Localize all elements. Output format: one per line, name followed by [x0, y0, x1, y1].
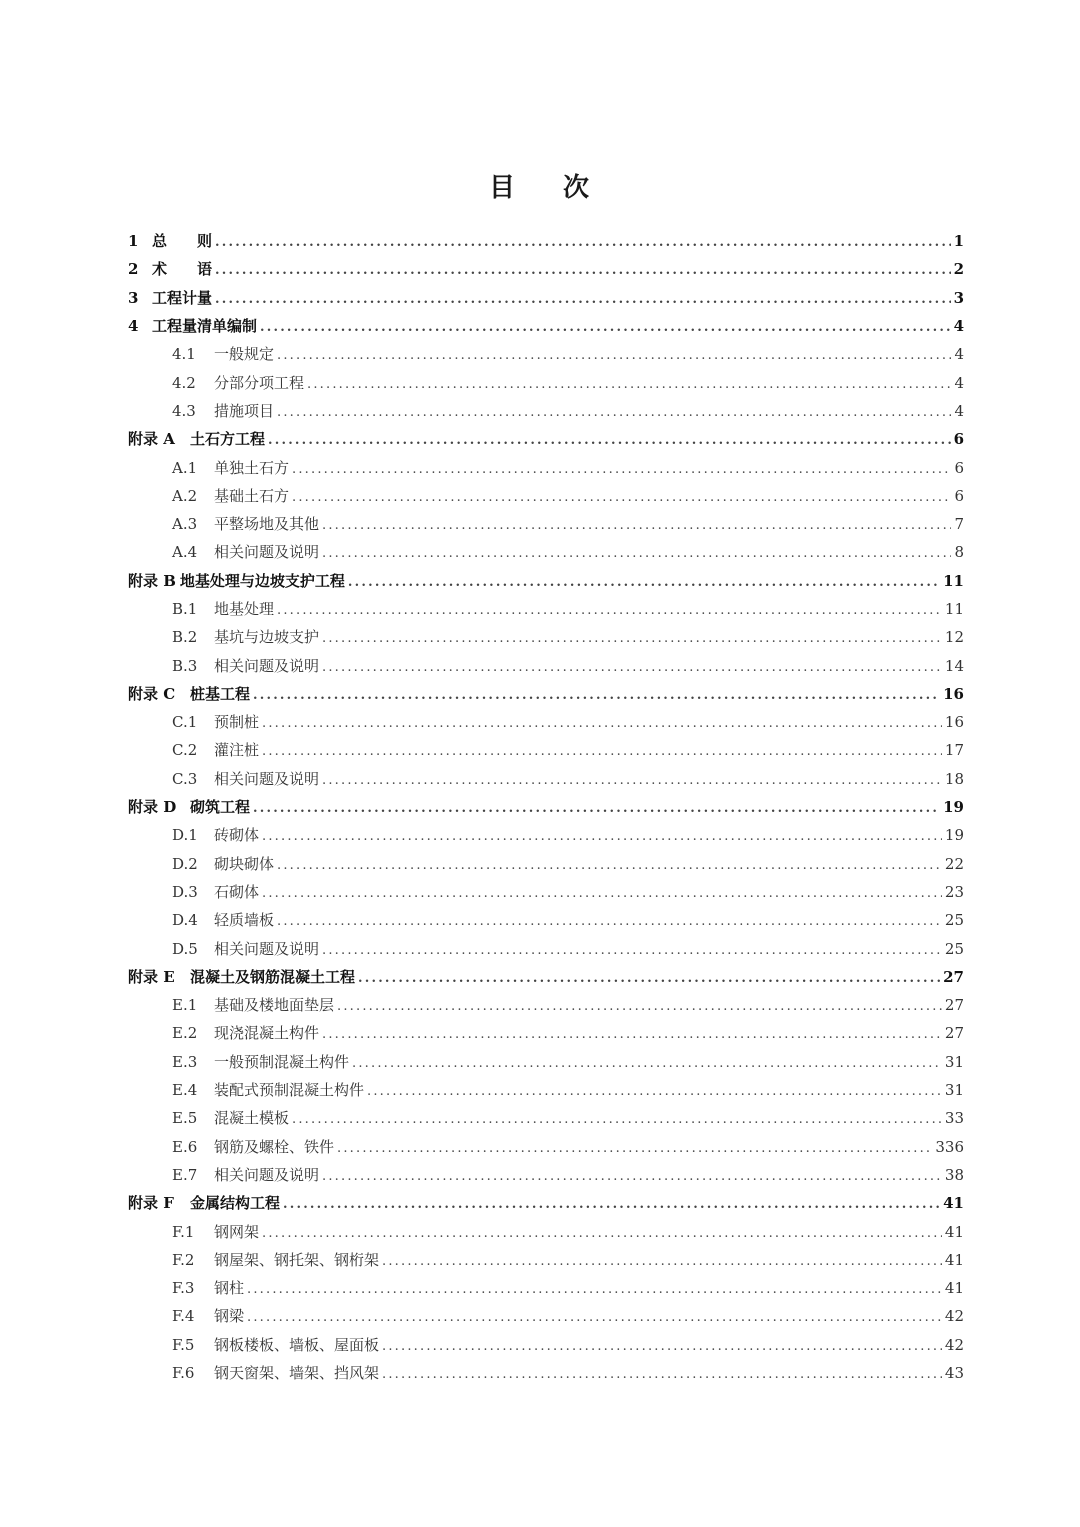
dot-leader	[262, 823, 942, 851]
toc-entry-label: 混凝土及钢筋混凝土工程	[190, 967, 356, 986]
toc-entry-label: 工程量清单编制	[152, 317, 258, 336]
toc-entry-sub[interactable]	[128, 1133, 964, 1161]
toc-entry-number: B.2	[172, 628, 198, 647]
dot-leader	[268, 427, 951, 455]
toc-entry-label: 一般规定	[214, 345, 275, 364]
toc-entry-number: A.2	[172, 486, 198, 505]
toc-entry-page-number: 16	[944, 713, 964, 732]
toc-entry-page-number: 6	[953, 430, 964, 449]
toc-entry-number: F.6	[172, 1364, 195, 1383]
dot-leader	[382, 1333, 942, 1361]
toc-entry-number: 3	[128, 288, 139, 307]
toc-entry-label: 一般预制混凝土构件	[214, 1052, 350, 1071]
toc-entry-number: E.2	[172, 1024, 198, 1043]
toc-entry-sub[interactable]	[128, 1331, 964, 1359]
toc-entry-label: 平整场地及其他	[214, 515, 320, 534]
dot-leader	[277, 852, 942, 880]
toc-entry-label: 相关问题及说明	[214, 543, 320, 562]
toc-entry-number: 1	[128, 232, 139, 251]
toc-entry-number: 4.2	[172, 373, 196, 392]
toc-entry-label: 分部分项工程	[214, 373, 305, 392]
toc-entry-page-number: 8	[954, 543, 964, 562]
dot-leader	[322, 540, 951, 568]
toc-entry-label: 轻质墙板	[214, 911, 275, 930]
toc-entry-label: 现浇混凝土构件	[214, 1024, 320, 1043]
toc-entry-label: 地基处理与边坡支护工程	[179, 571, 345, 590]
toc-entry-sub[interactable]	[128, 1161, 964, 1189]
toc-entry-main[interactable]	[128, 680, 964, 708]
toc-entry-number: B.3	[172, 656, 198, 675]
toc-entry-label: 钢梁	[214, 1307, 245, 1326]
toc-entry-sub[interactable]	[128, 1359, 964, 1387]
toc-entry-page-number: 41	[944, 1279, 964, 1298]
toc-entry-page-number: 42	[944, 1335, 964, 1354]
toc-entry-sub[interactable]	[128, 934, 964, 962]
toc-entry-sub[interactable]	[128, 651, 964, 679]
table-of-contents	[128, 227, 964, 1387]
toc-entry-label: 单独土石方	[214, 458, 290, 477]
toc-entry-number: F.4	[172, 1307, 195, 1326]
dot-leader	[277, 597, 942, 625]
dot-leader	[215, 286, 951, 314]
page-title-part1: 目	[488, 173, 517, 204]
toc-entry-number: E.7	[172, 1165, 198, 1184]
dot-leader	[277, 908, 942, 936]
toc-entry-label: 相关问题及说明	[214, 939, 320, 958]
dot-leader	[253, 682, 940, 710]
toc-entry-sub[interactable]	[128, 850, 964, 878]
toc-entry-sub[interactable]	[128, 510, 964, 538]
dot-leader	[283, 1191, 940, 1219]
toc-entry-number: A.3	[172, 515, 198, 534]
toc-entry-number: 4.3	[172, 401, 196, 420]
toc-entry-label: 地基处理	[214, 600, 275, 618]
toc-entry-page-number: 27	[943, 967, 964, 986]
toc-entry-page-number: 336	[935, 1137, 964, 1156]
dot-leader	[292, 484, 951, 512]
toc-entry-number: 4	[128, 317, 139, 336]
toc-entry-label: 术 语	[152, 260, 213, 279]
toc-entry-number: F.5	[172, 1335, 195, 1354]
toc-entry-page-number: 25	[944, 911, 964, 930]
toc-entry-sub[interactable]	[128, 368, 964, 396]
toc-entry-main[interactable]	[128, 567, 964, 595]
toc-entry-number: E.1	[172, 996, 198, 1015]
toc-entry-number: 4.1	[172, 345, 196, 364]
toc-entry-main[interactable]	[128, 227, 964, 255]
toc-entry-label: 基础土石方	[214, 486, 290, 505]
toc-entry-page-number: 27	[944, 996, 964, 1015]
toc-entry-label: 基础及楼地面垫层	[214, 996, 335, 1015]
toc-entry-sub[interactable]	[128, 453, 964, 481]
toc-entry-sub[interactable]	[128, 1076, 964, 1104]
toc-entry-sub[interactable]	[128, 821, 964, 849]
toc-entry-number: E.4	[172, 1081, 198, 1100]
dot-leader	[337, 993, 942, 1021]
toc-entry-number: D.5	[172, 939, 198, 958]
toc-entry-label: 混凝土模板	[214, 1109, 290, 1128]
toc-entry-page-number: 31	[944, 1081, 964, 1100]
dot-leader	[322, 1163, 942, 1191]
toc-entry-page-number: 23	[944, 882, 964, 901]
toc-entry-page-number: 31	[944, 1052, 964, 1071]
toc-entry-page-number: 3	[953, 288, 964, 307]
toc-entry-page-number: 17	[944, 741, 964, 760]
toc-entry-number: C.2	[172, 741, 198, 760]
toc-entry-label: 砌筑工程	[190, 798, 251, 817]
toc-entry-label: 灌注桩	[214, 741, 260, 760]
toc-entry-sub[interactable]	[128, 340, 964, 368]
toc-entry-label: 钢筋及螺栓、铁件	[214, 1137, 335, 1156]
dot-leader	[322, 512, 951, 540]
toc-entry-page-number: 12	[944, 628, 964, 647]
dot-leader	[215, 229, 951, 257]
toc-entry-page-number: 19	[944, 826, 964, 845]
toc-entry-sub[interactable]	[128, 878, 964, 906]
toc-entry-sub[interactable]	[128, 1104, 964, 1132]
toc-entry-number: C.3	[172, 769, 198, 788]
toc-entry-number: A.4	[172, 543, 198, 562]
dot-leader	[260, 314, 951, 342]
toc-entry-number: D.2	[172, 854, 198, 873]
dot-leader	[348, 569, 940, 597]
toc-entry-sub[interactable]	[128, 397, 964, 425]
toc-entry-number: 附录 D	[128, 798, 177, 817]
dot-leader	[262, 880, 942, 908]
toc-entry-number: 附录 F	[128, 1194, 174, 1213]
toc-entry-label: 石砌体	[214, 882, 260, 901]
toc-entry-label: 措施项目	[214, 401, 275, 420]
toc-entry-main[interactable]	[128, 255, 964, 283]
dot-leader	[322, 654, 942, 682]
toc-entry-main[interactable]	[128, 425, 964, 453]
toc-entry-page-number: 6	[954, 458, 964, 477]
toc-entry-number: 附录 C	[128, 684, 176, 703]
toc-entry-label: 钢板楼板、墙板、屋面板	[214, 1335, 380, 1354]
toc-entry-page-number: 4	[954, 373, 964, 392]
toc-entry-label: 相关问题及说明	[214, 656, 320, 675]
dot-leader	[367, 1078, 942, 1106]
toc-entry-sub[interactable]	[128, 482, 964, 510]
toc-entry-page-number: 38	[944, 1165, 964, 1184]
dot-leader	[262, 710, 942, 738]
toc-entry-page-number: 4	[954, 401, 964, 420]
dot-leader	[247, 1276, 942, 1304]
toc-entry-main[interactable]	[128, 312, 964, 340]
toc-entry-page-number: 42	[944, 1307, 964, 1326]
toc-entry-main[interactable]	[128, 284, 964, 312]
toc-entry-sub[interactable]	[128, 765, 964, 793]
toc-entry-label: 总 则	[152, 232, 213, 251]
toc-entry-sub[interactable]	[128, 906, 964, 934]
toc-entry-number: 2	[128, 260, 139, 279]
toc-entry-page-number: 19	[943, 798, 964, 817]
toc-entry-page-number: 1	[953, 232, 964, 251]
toc-entry-sub[interactable]	[128, 1019, 964, 1047]
page-title	[0, 167, 1080, 204]
dot-leader	[247, 1304, 942, 1332]
toc-entry-label: 装配式预制混凝土构件	[214, 1081, 365, 1100]
dot-leader	[322, 625, 942, 653]
toc-entry-number: E.5	[172, 1109, 198, 1128]
toc-entry-label: 预制桩	[214, 713, 260, 732]
toc-entry-label: 钢天窗架、墙架、挡风架	[214, 1364, 380, 1383]
dot-leader	[358, 965, 940, 993]
toc-entry-label: 钢网架	[214, 1222, 260, 1241]
toc-entry-label: 基坑与边坡支护	[214, 628, 320, 647]
toc-entry-sub[interactable]	[128, 595, 964, 623]
toc-entry-number: 附录 E	[128, 967, 175, 986]
toc-entry-number: D.4	[172, 911, 198, 930]
dot-leader	[253, 795, 940, 823]
toc-entry-number: C.1	[172, 713, 198, 732]
toc-entry-label: 桩基工程	[190, 684, 251, 703]
toc-entry-sub[interactable]	[128, 736, 964, 764]
toc-entry-sub[interactable]	[128, 1217, 964, 1245]
toc-entry-number: D.3	[172, 882, 198, 901]
toc-entry-label: 相关问题及说明	[214, 769, 320, 788]
toc-entry-sub[interactable]	[128, 1302, 964, 1330]
toc-entry-number: 附录 A	[128, 430, 175, 449]
toc-entry-page-number: 11	[944, 600, 964, 618]
toc-entry-main[interactable]	[128, 1189, 964, 1217]
toc-entry-sub[interactable]	[128, 623, 964, 651]
toc-entry-label: 钢柱	[214, 1279, 245, 1298]
dot-leader	[382, 1248, 942, 1276]
toc-entry-page-number: 41	[944, 1250, 964, 1269]
toc-entry-page-number: 43	[944, 1364, 964, 1383]
dot-leader	[322, 1021, 942, 1049]
toc-entry-page-number: 6	[954, 486, 964, 505]
toc-entry-sub[interactable]	[128, 991, 964, 1019]
dot-leader	[322, 767, 942, 795]
toc-entry-page-number: 7	[954, 515, 964, 534]
toc-entry-page-number: 33	[944, 1109, 964, 1128]
dot-leader	[322, 937, 942, 965]
toc-entry-page-number: 18	[944, 769, 964, 788]
dot-leader	[262, 738, 942, 766]
toc-entry-number: 附录 B	[128, 571, 176, 590]
dot-leader	[307, 371, 951, 399]
toc-entry-label: 砖砌体	[214, 826, 260, 845]
toc-entry-sub[interactable]	[128, 708, 964, 736]
toc-entry-number: E.3	[172, 1052, 198, 1071]
toc-entry-label: 金属结构工程	[190, 1194, 281, 1213]
toc-entry-number: F.1	[172, 1222, 195, 1241]
toc-entry-page-number: 22	[944, 854, 964, 873]
toc-entry-number: B.1	[172, 600, 198, 618]
toc-entry-number: F.2	[172, 1250, 195, 1269]
dot-leader	[337, 1135, 932, 1163]
toc-entry-sub[interactable]	[128, 1274, 964, 1302]
toc-entry-sub[interactable]	[128, 1246, 964, 1274]
dot-leader	[277, 399, 951, 427]
toc-entry-page-number: 11	[943, 571, 964, 590]
toc-entry-page-number: 25	[944, 939, 964, 958]
toc-entry-sub[interactable]	[128, 538, 964, 566]
toc-entry-page-number: 4	[953, 317, 964, 336]
toc-entry-main[interactable]	[128, 963, 964, 991]
dot-leader	[292, 456, 951, 484]
dot-leader	[262, 1220, 942, 1248]
toc-entry-page-number: 14	[944, 656, 964, 675]
toc-entry-page-number: 41	[944, 1222, 964, 1241]
toc-entry-label: 工程计量	[152, 288, 213, 307]
toc-entry-main[interactable]	[128, 793, 964, 821]
dot-leader	[352, 1050, 942, 1078]
toc-entry-label: 相关问题及说明	[214, 1165, 320, 1184]
toc-entry-number: D.1	[172, 826, 198, 845]
dot-leader	[382, 1361, 942, 1389]
page-title-part2: 次	[563, 173, 592, 204]
toc-entry-label: 砌块砌体	[214, 854, 275, 873]
toc-entry-number: A.1	[172, 458, 198, 477]
toc-entry-label: 土石方工程	[190, 430, 266, 449]
toc-entry-number: E.6	[172, 1137, 198, 1156]
toc-entry-page-number: 16	[943, 684, 964, 703]
toc-entry-page-number: 27	[944, 1024, 964, 1043]
toc-entry-label: 钢屋架、钢托架、钢桁架	[214, 1250, 380, 1269]
dot-leader	[277, 342, 951, 370]
toc-entry-sub[interactable]	[128, 1048, 964, 1076]
dot-leader	[215, 257, 951, 285]
toc-entry-page-number: 2	[953, 260, 964, 279]
toc-entry-page-number: 4	[954, 345, 964, 364]
toc-entry-number: F.3	[172, 1279, 195, 1298]
dot-leader	[292, 1106, 942, 1134]
toc-entry-page-number: 41	[943, 1194, 964, 1213]
